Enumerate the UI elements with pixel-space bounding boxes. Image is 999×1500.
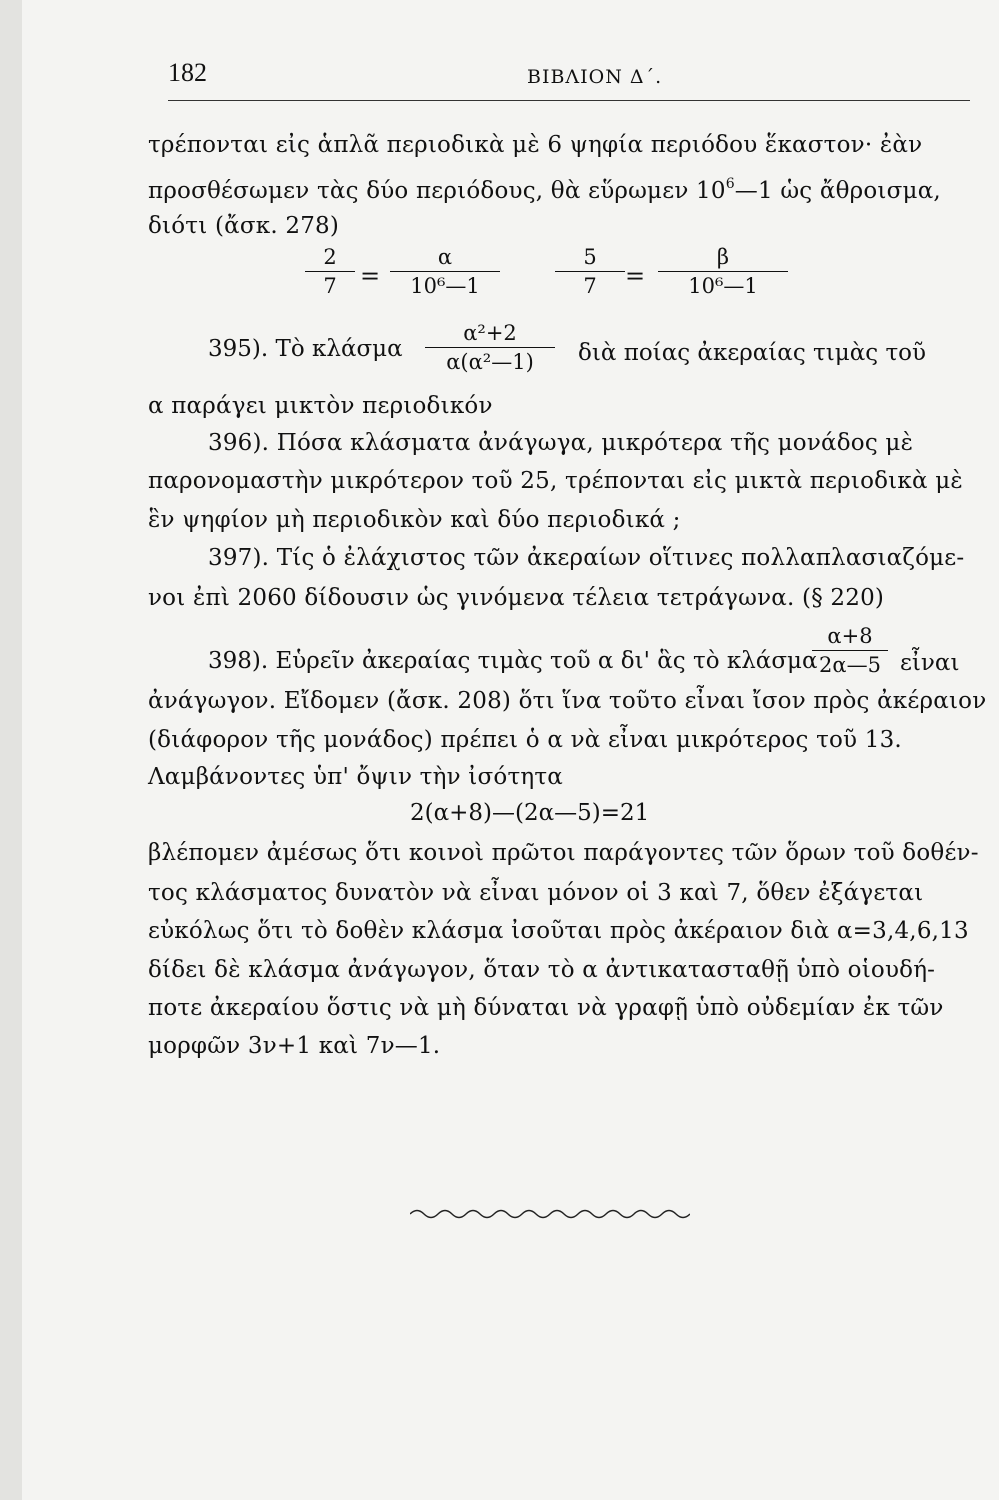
fraction [425,320,555,375]
text-segment: 398). Εὑρεῖν ἀκεραίας τιμὰς τοῦ α δι' ἃς τὸ κλάσμα [208,648,818,674]
text-line: ἓν ψηφίον μὴ περιοδικὸν καὶ δύο περιοδικά ; [148,507,681,533]
text-line [148,176,941,204]
text-line: Λαμβάνοντες ὑπ' ὄψιν τὴν ἰσότητα [148,764,564,790]
text-line: παρονομαστὴν μικρότερον τοῦ 25, τρέπονται εἰς μικτὰ περιοδικὰ μὲ [148,468,963,494]
denominator: 7 [323,274,337,298]
text-segment: εἶναι [900,650,960,676]
superscript: 6 [725,176,735,192]
numerator: α [437,245,453,269]
equals-sign: = [625,262,646,290]
page-number: 182 [168,58,207,87]
numerator: α²+2 [463,321,517,345]
text-line: α παράγει μικτὸν περιοδικόν [148,393,493,419]
fraction [305,244,355,299]
page-edge [0,0,22,1500]
numerator: 2 [323,245,337,269]
text-line: 397). Τίς ὁ ἐλάχιστος τῶν ἀκεραίων οἵτινες πολλαπλασιαζόμε- [208,545,965,571]
fraction [390,244,500,299]
text-segment: —1 ὡς ἄθροισμα, [734,178,941,204]
text-line: δίδει δὲ κλάσμα ἀνάγωγον, ὅταν τὸ α ἀντικατασταθῇ ὑπὸ οἱουδή- [148,957,936,983]
text-line: ποτε ἀκεραίου ὅστις νὰ μὴ δύναται νὰ γραφῇ ὑπὸ οὐδεμίαν ἐκ τῶν [148,995,944,1021]
text-segment: διὰ ποίας ἀκεραίας τιμὰς τοῦ [578,340,926,366]
text-line: εὐκόλως ὅτι τὸ δοθὲν κλάσμα ἰσοῦται πρὸς ἀκέραιον διὰ α=3,4,6,13 [148,918,969,944]
text-line: μορφῶν 3ν+1 καὶ 7ν—1. [148,1033,441,1059]
text-line: 396). Πόσα κλάσματα ἀνάγωγα, μικρότερα τῆς μονάδος μὲ [208,430,914,456]
exercise-395-label: 395). Τὸ κλάσμα [208,336,403,362]
running-title: ΒΙΒΛΙΟΝ Δ΄. [527,66,663,88]
wavy-divider-icon [410,1205,690,1223]
text-line: (διάφορον τῆς μονάδος) πρέπει ὁ α νὰ εἶναι μικρότερος τοῦ 13. [148,727,902,753]
fraction [658,244,788,299]
fraction [555,244,625,299]
numerator: β [716,245,730,269]
fraction [812,623,888,678]
numerator: 5 [583,245,597,269]
text-line: τρέπονται εἰς ἁπλᾶ περιοδικὰ μὲ 6 ψηφία περιόδου ἕκαστον· ἐὰν [148,132,923,158]
equals-sign: = [360,262,381,290]
numerator: α+8 [827,624,873,648]
text-line: ἀνάγωγον. Εἴδομεν (ἄσκ. 208) ὅτι ἵνα τοῦτο εἶναι ἴσον πρὸς ἀκέραιον [148,688,987,714]
equation: 2(α+8)—(2α—5)=21 [410,800,650,826]
header-rule [168,100,970,101]
denominator: 2α—5 [819,653,881,677]
text-line: τος κλάσματος δυνατὸν νὰ εἶναι μόνον οἱ 3 καὶ 7, ὅθεν ἐξάγεται [148,880,924,906]
denominator: 7 [583,274,597,298]
text-line: βλέπομεν ἀμέσως ὅτι κοινοὶ πρῶτοι παράγοντες τῶν ὅρων τοῦ δοθέν- [148,840,979,866]
denominator: 10⁶—1 [410,274,480,298]
text-line: διότι (ἄσκ. 278) [148,213,340,239]
text-line: νοι ἐπὶ 2060 δίδουσιν ὡς γινόμενα τέλεια τετράγωνα. (§ 220) [148,585,885,611]
denominator: 10⁶—1 [688,274,758,298]
text-segment: προσθέσωμεν τὰς δύο περιόδους, θὰ εὕρωμεν 10 [148,178,726,204]
denominator: α(α²—1) [446,350,534,374]
